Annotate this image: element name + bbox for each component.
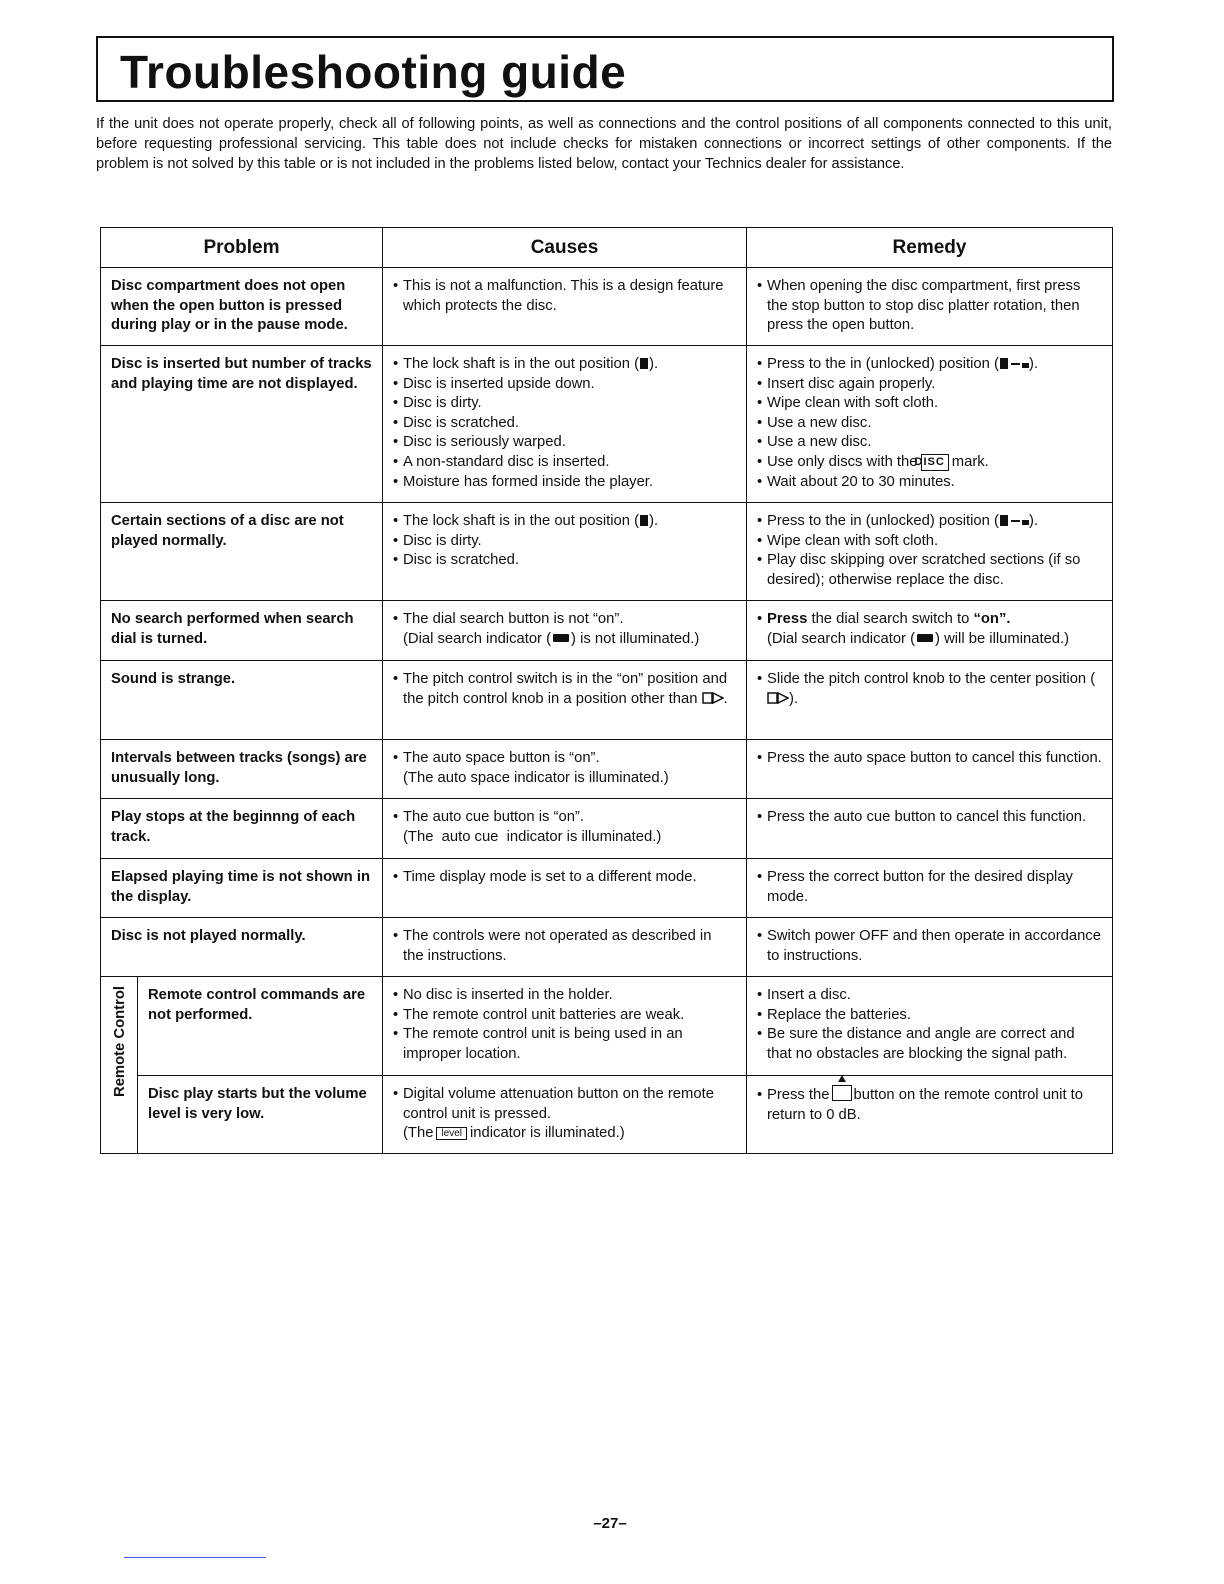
cause-item: • Digital volume attenuation button on the remote control unit is pressed.: [393, 1085, 736, 1124]
table-row: [101, 977, 1113, 1076]
cause-item: • The auto cue button is “on”.: [393, 808, 736, 828]
cause-item: • This is not a malfunction. This is a design feature which protects the disc.: [393, 277, 736, 316]
remedy-text: ) will be illuminated.): [935, 630, 1070, 647]
remedy-item: • Be sure the distance and angle are correct and that no obstacles are blocking the signal path.: [757, 1025, 1102, 1064]
dial-search-indicator-icon: [553, 634, 569, 642]
problem-cell: Disc is not played normally.: [101, 918, 383, 977]
cause-text: (The: [403, 1125, 434, 1142]
causes-cell: [383, 346, 747, 503]
remedy-item: [757, 610, 1102, 630]
remedy-note: [757, 630, 1102, 650]
intro-paragraph: If the unit does not operate properly, check all of following points, as well as connections and the control positions of all components connected to this unit, before requesting professional servicing. This table does not include checks for mistaken connections or incorrect settings of other components. If the problem is not solved by this table or is not included in the problems listed below, contact your Technics dealer for assistance.: [96, 116, 1112, 172]
volume-up-button-icon: [832, 1085, 852, 1101]
cause-text: indicator is illuminated.): [470, 1125, 625, 1142]
cause-text: ) is not illuminated.): [571, 630, 700, 647]
level-indicator-icon: level: [436, 1127, 467, 1140]
remedy-item: [757, 355, 1102, 375]
remedy-cell: [747, 740, 1113, 799]
remedy-cell: [747, 346, 1113, 503]
table-row: [101, 799, 1113, 859]
remedy-item: • Use a new disc.: [757, 433, 1102, 453]
remedy-item: [757, 1085, 1102, 1125]
remedy-cell: [747, 859, 1113, 918]
lock-out-position-icon: [640, 515, 648, 526]
cause-item: • The remote control unit is being used in an improper location.: [393, 1025, 736, 1064]
remedy-item: • Insert a disc.: [757, 986, 1102, 1006]
cause-text: (Dial search indicator (: [403, 630, 552, 647]
remedy-text: Press the: [767, 1087, 830, 1103]
table-row: [101, 859, 1113, 918]
remedy-text: Slide the pitch control knob to the center position (: [767, 671, 1096, 687]
arrow-dash-icon: [1011, 520, 1020, 522]
causes-cell: [383, 859, 747, 918]
cause-text: ).: [649, 513, 659, 529]
remedy-cell: [747, 1076, 1113, 1154]
problem-cell: Remote control commands are not performed.: [138, 977, 383, 1076]
table-row: [101, 1076, 1113, 1154]
cause-note: (The auto space indicator is illuminated.): [403, 769, 669, 786]
arrow-dash-icon: [1011, 363, 1020, 365]
cause-note: (The auto cue indicator is illuminated.): [403, 828, 662, 845]
remedy-item: • Press the auto space button to cancel this function.: [757, 749, 1102, 769]
table-row: [101, 268, 1113, 346]
problem-cell: Play stops at the beginnng of each track.: [101, 799, 383, 859]
lock-in-unlocked-position-icon: [1022, 520, 1029, 525]
table-header-row: [101, 228, 1113, 268]
title-box: [96, 36, 1114, 102]
problem-cell: Certain sections of a disc are not played normally.: [101, 503, 383, 601]
remedy-item: • Play disc skipping over scratched sections (if so desired); otherwise replace the disc.: [757, 551, 1102, 590]
causes-cell: [383, 1076, 747, 1154]
remedy-text: Press to the in (unlocked) position (: [767, 513, 999, 529]
header-causes: Causes: [383, 228, 747, 268]
problem-cell: Intervals between tracks (songs) are unusually long.: [101, 740, 383, 799]
problem-cell: Disc play starts but the volume level is very low.: [138, 1076, 383, 1154]
remedy-text-bold: Press: [767, 611, 808, 627]
header-remedy: Remedy: [747, 228, 1113, 268]
cause-item: • Disc is scratched.: [393, 414, 736, 434]
remedy-item: [757, 670, 1102, 709]
divider-line: [124, 1557, 266, 1558]
remedy-cell: [747, 601, 1113, 661]
remedy-item: [757, 512, 1102, 532]
remedy-text: Press to the in (unlocked) position (: [767, 356, 999, 372]
header-problem: Problem: [101, 228, 383, 268]
cause-item: • The auto space button is “on”.: [393, 749, 736, 769]
causes-cell: [383, 503, 747, 601]
remote-control-group-label: Remote Control: [112, 986, 128, 1097]
cause-note: [393, 1124, 736, 1144]
cause-item: • Time display mode is set to a different mode.: [393, 868, 736, 888]
remedy-item: • Switch power OFF and then operate in accordance to instructions.: [757, 927, 1102, 966]
remedy-text: ).: [1028, 513, 1038, 529]
cause-note: [393, 630, 736, 650]
cause-text: ).: [649, 356, 659, 372]
causes-cell: [383, 268, 747, 346]
remedy-item: • Press the auto cue button to cancel this function.: [757, 808, 1102, 828]
cause-text: The lock shaft is in the out position (: [403, 513, 640, 529]
problem-cell: No search performed when search dial is turned.: [101, 601, 383, 661]
remedy-item: • When opening the disc compartment, first press the stop button to stop disc platter rotation, then press the open button.: [757, 277, 1102, 336]
table-row: [101, 346, 1113, 503]
remedy-text: (Dial search indicator (: [767, 630, 916, 647]
remedy-item: • Wait about 20 to 30 minutes.: [757, 473, 1102, 493]
remedy-item: • Use a new disc.: [757, 414, 1102, 434]
table-row: [101, 601, 1113, 661]
cause-item: [393, 355, 736, 375]
remedy-item: • Press the correct button for the desired display mode.: [757, 868, 1102, 907]
cause-item: • The controls were not operated as described in the instructions.: [393, 927, 736, 966]
cause-item: [393, 512, 736, 532]
remedy-cell: [747, 977, 1113, 1076]
compact-disc-digital-audio-mark-icon: DISC: [921, 454, 949, 471]
lock-out-position-icon: [1000, 515, 1008, 526]
causes-cell: [383, 799, 747, 859]
remedy-text: Use only discs with the: [767, 453, 918, 470]
problem-cell: Disc is inserted but number of tracks and playing time are not displayed.: [101, 346, 383, 503]
table-row: [101, 740, 1113, 799]
problem-cell: Sound is strange.: [101, 661, 383, 740]
cause-item: • Moisture has formed inside the player.: [393, 473, 736, 493]
causes-cell: [383, 601, 747, 661]
cause-item: • No disc is inserted in the holder.: [393, 986, 736, 1006]
cause-item: • The dial search button is not “on”.: [393, 610, 736, 630]
remedy-text: mark.: [951, 453, 989, 470]
remedy-cell: [747, 918, 1113, 977]
page-number: –27–: [593, 1515, 627, 1532]
lock-out-position-icon: [640, 358, 648, 369]
causes-cell: [383, 918, 747, 977]
remedy-cell: [747, 799, 1113, 859]
dial-search-indicator-icon: [917, 634, 933, 642]
cause-item: [393, 670, 736, 709]
remedy-cell: [747, 503, 1113, 601]
remedy-item: • Wipe clean with soft cloth.: [757, 532, 1102, 552]
causes-cell: [383, 977, 747, 1076]
remedy-item: • Wipe clean with soft cloth.: [757, 394, 1102, 414]
remedy-text: the dial search switch to: [811, 611, 970, 627]
remote-control-group-label-cell: [101, 977, 138, 1154]
lock-out-position-icon: [1000, 358, 1008, 369]
causes-cell: [383, 740, 747, 799]
problem-cell: Elapsed playing time is not shown in the display.: [101, 859, 383, 918]
remedy-text: ).: [789, 690, 799, 707]
cause-item: • Disc is seriously warped.: [393, 433, 736, 453]
remedy-item: • Replace the batteries.: [757, 1006, 1102, 1026]
cause-text: The pitch control switch is in the “on” position and the pitch control knob in a position other than: [403, 671, 728, 707]
page-title: Troubleshooting guide: [120, 46, 627, 98]
remedy-cell: [747, 661, 1113, 740]
table-row: [101, 918, 1113, 977]
lock-in-unlocked-position-icon: [1022, 363, 1029, 368]
pitch-center-position-icon: [767, 692, 789, 704]
remedy-item: [757, 453, 1102, 473]
remedy-cell: [747, 268, 1113, 346]
remedy-text: ).: [1028, 356, 1038, 372]
remedy-item: • Insert disc again properly.: [757, 375, 1102, 395]
remedy-text: button on the remote control unit to return to 0 dB.: [767, 1087, 1084, 1123]
causes-cell: [383, 661, 747, 740]
cause-item: • Disc is dirty.: [393, 394, 736, 414]
cause-text: The lock shaft is in the out position (: [403, 356, 640, 372]
remedy-text-bold: “on”.: [973, 611, 1011, 627]
problem-cell: Disc compartment does not open when the open button is pressed during play or in the pause mode.: [101, 268, 383, 346]
troubleshooting-table: [100, 227, 1113, 1154]
cause-item: • A non-standard disc is inserted.: [393, 453, 736, 473]
table-row: [101, 503, 1113, 601]
cause-text: .: [723, 690, 728, 707]
cause-item: • The remote control unit batteries are weak.: [393, 1006, 736, 1026]
cause-item: • Disc is dirty.: [393, 532, 736, 552]
cause-item: • Disc is scratched.: [393, 551, 736, 571]
pitch-center-position-icon: [702, 692, 724, 704]
cause-item: • Disc is inserted upside down.: [393, 375, 736, 395]
table-row: [101, 661, 1113, 740]
